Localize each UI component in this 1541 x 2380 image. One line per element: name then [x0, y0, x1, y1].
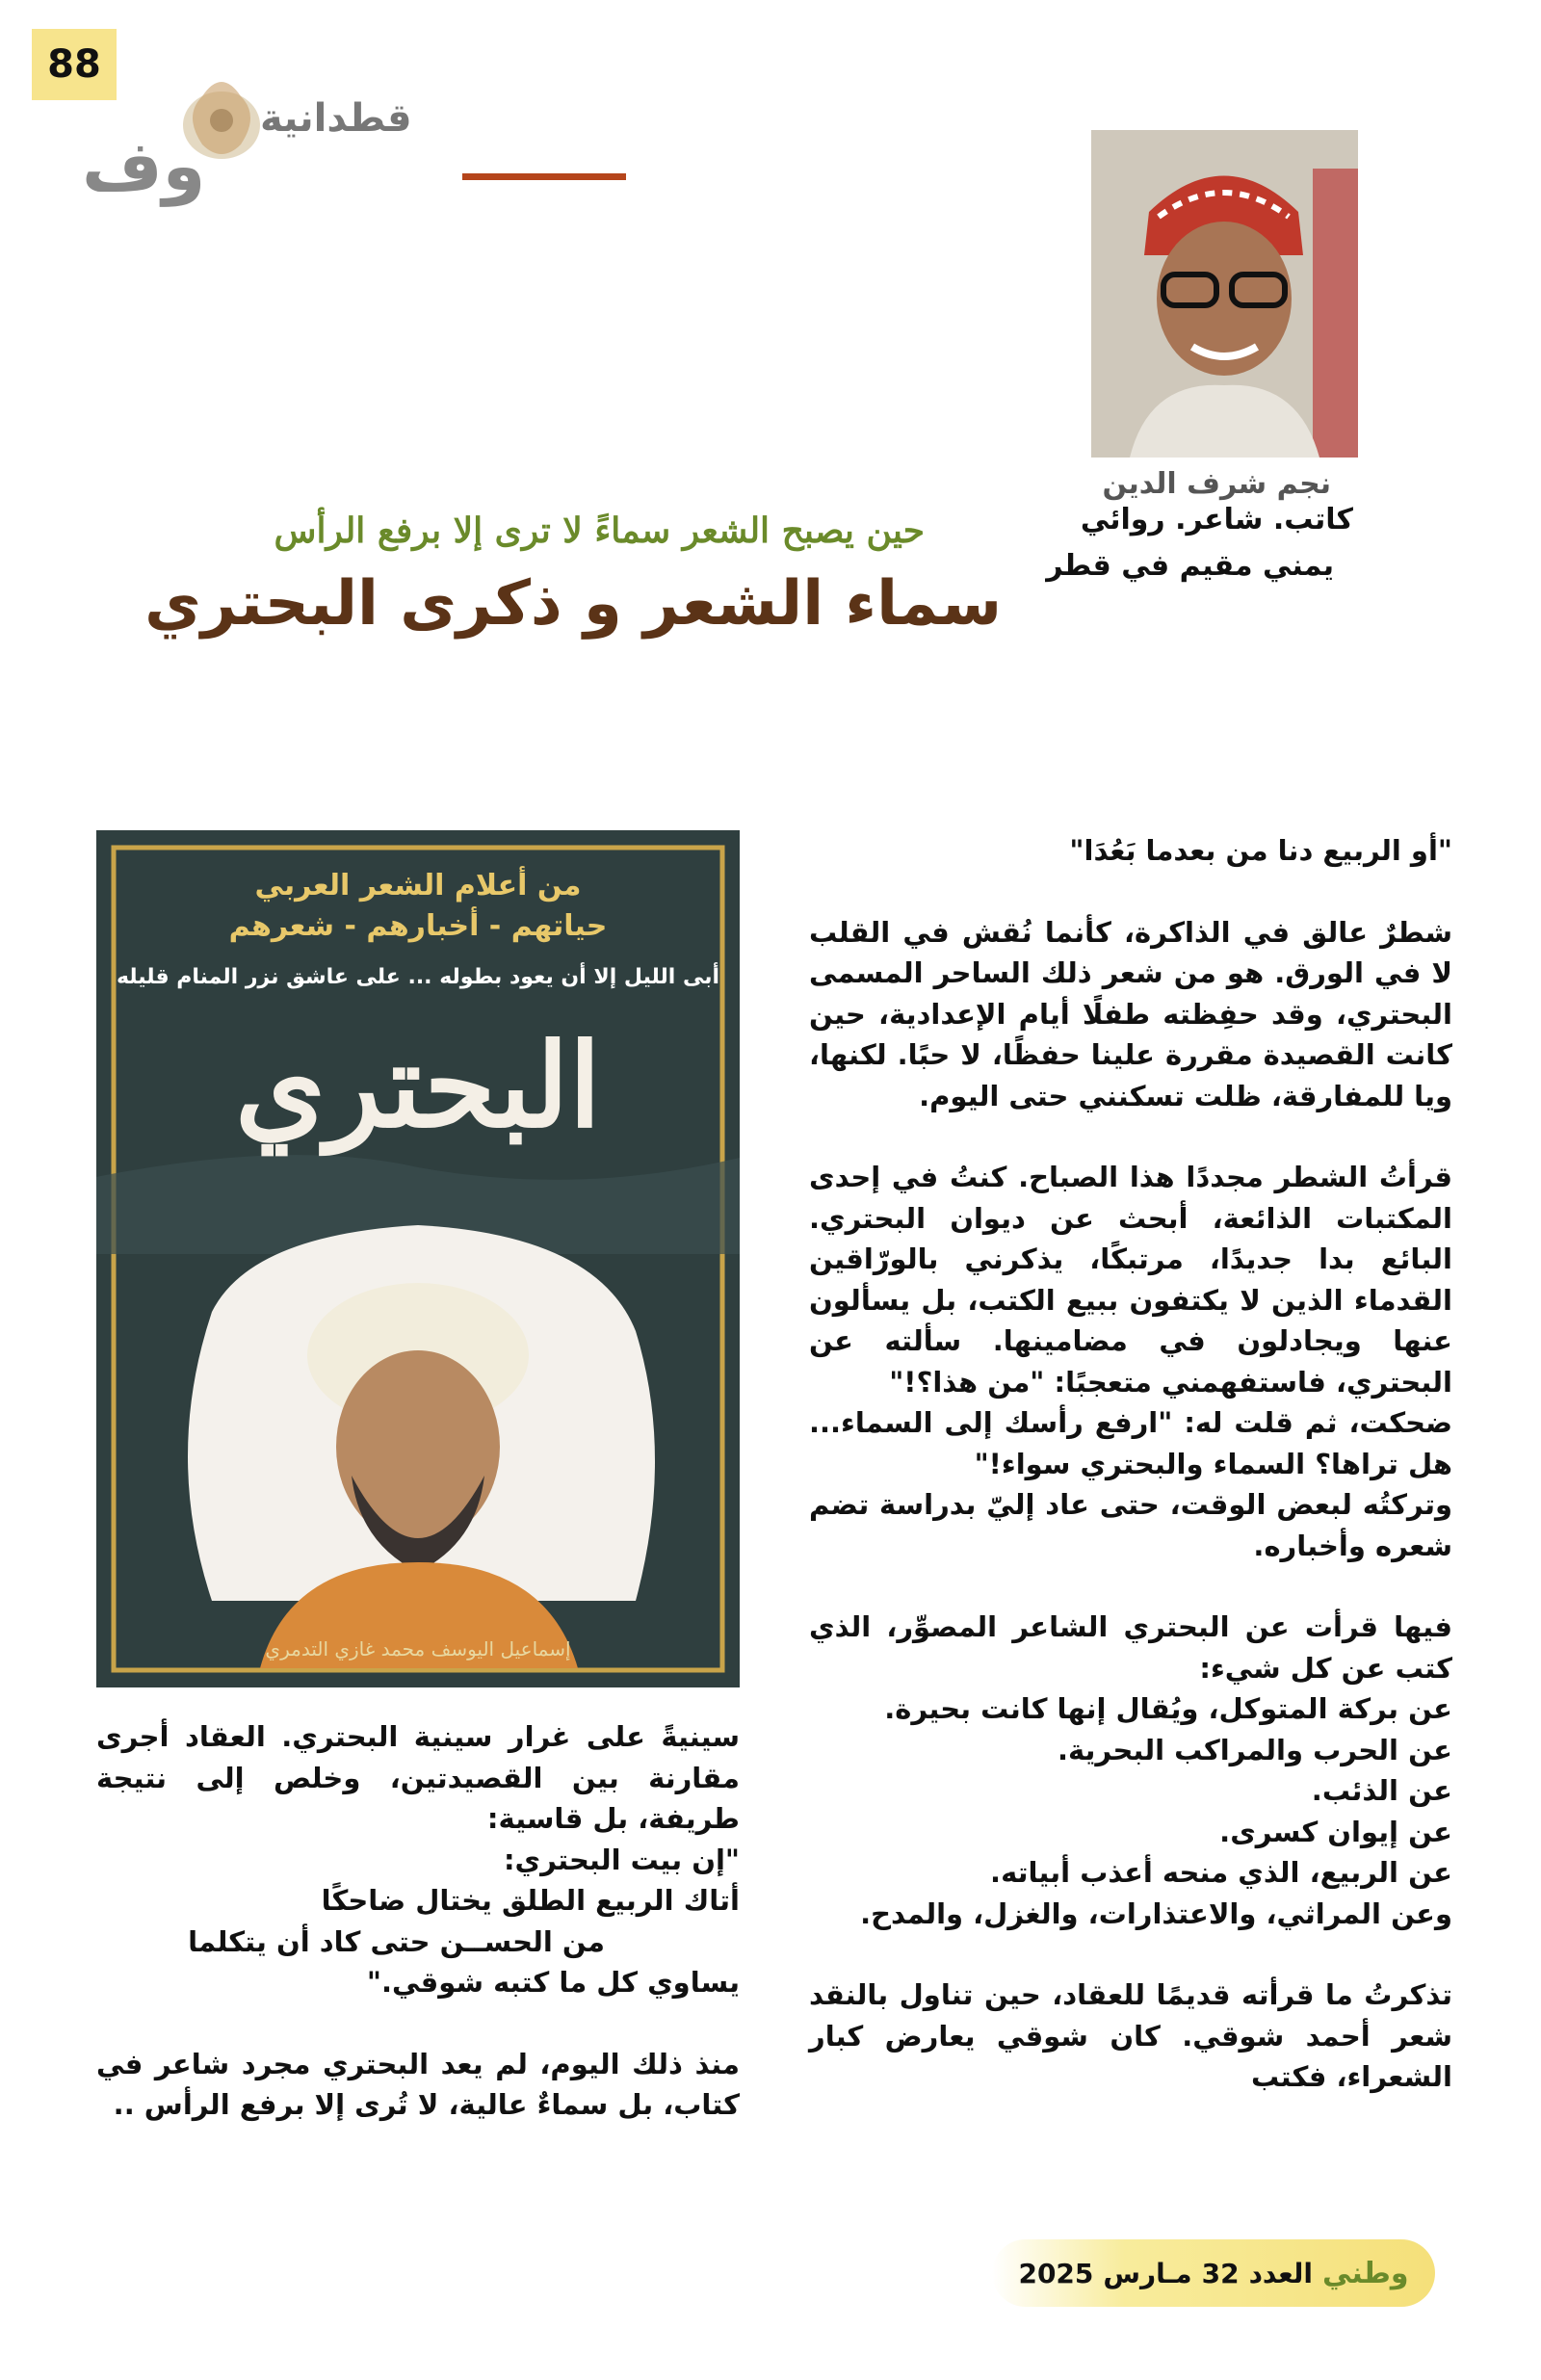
verse-line: من الحســن حتى كاد أن يتكلما [188, 1924, 605, 1958]
paragraph: فيها قرأت عن البحتري الشاعر المصوِّر، الذي كتب عن كل شيء: [809, 1610, 1452, 1685]
author-portrait-icon [1091, 130, 1358, 458]
author-name: نجم شرف الدين [1102, 467, 1331, 501]
author-location: يمني مقيم في قطر [1046, 549, 1334, 583]
magazine-footer [992, 2239, 1435, 2307]
paragraph: ضحكت، ثم قلت له: "ارفع رأسك إلى السماء... هل تراها؟ السماء والبحتري سواء!" [809, 1406, 1452, 1480]
article-body-right-column [809, 830, 1452, 2098]
footer-issue-number: 32 [1201, 2257, 1240, 2289]
footer-month: مـارس [1103, 2257, 1192, 2289]
quote-line: يساوي كل ما كتبه شوقي." [366, 1966, 740, 1999]
author-role: كاتب. شاعر. روائي [1080, 503, 1353, 536]
page-number: 88 [32, 29, 117, 100]
logo-divider [462, 173, 626, 180]
cover-series-line2: حياتهم - أخبارهم - شعرهم [228, 909, 608, 943]
cover-authors: إسماعيل اليوسف محمد غازي التدمري [265, 1637, 571, 1661]
paragraph: عن الربيع، الذي منحه أعذب أبياته. [990, 1856, 1452, 1889]
book-cover-illustration-icon [96, 830, 740, 1687]
quote-line: "إن بيت البحتري: [503, 1843, 740, 1876]
article-title: سماء الشعر و ذكرى البحتري [144, 568, 1002, 640]
paragraph: عن بركة المتوكل، ويُقال إنها كانت بحيرة. [884, 1692, 1452, 1725]
logo-text-small: قطدانية [260, 96, 412, 141]
footer-year: 2025 [1018, 2257, 1094, 2289]
article-body-left-column [96, 1716, 740, 2126]
cover-series-line1: من أعلام الشعر العربي [254, 869, 582, 902]
footer-issue-label: العدد [1248, 2257, 1314, 2289]
paragraph: منذ ذلك اليوم، لم يعد البحتري مجرد شاعر في كتاب، بل سماءٌ عالية، لا تُرى إلا برفع الرأس .. [96, 2047, 740, 2121]
paragraph: وتركتُه لبعض الوقت، حتى عاد إليّ بدراسة تضم شعره وأخباره. [809, 1488, 1452, 1562]
author-photo [1091, 130, 1358, 458]
logo-text-big: وف [82, 125, 206, 206]
paragraph: عن إيوان كسرى. [1219, 1815, 1452, 1848]
paragraph: عن الحرب والمراكب البحرية. [1057, 1733, 1452, 1766]
paragraph: شطرٌ عالق في الذاكرة، كأنما نُقش في القلب لا في الورق. هو من شعر ذلك الساحر المسمى البحتري، وقد حفِظته طفلًا أيام الإعدادية، حين كانت القصيدة مقررة علينا حفظًا، لا حبًا. لكنها، ويا للمفارقة، ظلت تسكنني حتى اليوم. [809, 915, 1452, 1112]
verse-line: أتاك الربيع الطلق يختال ضاحكًا [321, 1884, 740, 1917]
paragraph: تذكرتُ ما قرأته قديمًا للعقاد، حين تناول بالنقد شعر أحمد شوقي. كان شوقي يعارض كبار الشعراء، فكتب [809, 1978, 1452, 2093]
cover-quote: أبى الليل إلا أن يعود بطوله ... على عاشق نزر المنام قليله [116, 965, 720, 989]
footer-brand: وطني [1322, 2256, 1409, 2290]
article-subtitle: حين يصبح الشعر سماءً لا ترى إلا برفع الرأس [274, 510, 925, 551]
paragraph: "أو الربيع دنا من بعدما بَعُدَا" [1069, 834, 1452, 867]
paragraph: وعن المراثي، والاعتذارات، والغزل، والمدح. [860, 1896, 1452, 1930]
paragraph: عن الذئب. [1311, 1774, 1452, 1807]
cover-book-title: البحتري [235, 1018, 601, 1154]
paragraph: قرأتُ الشطر مجددًا هذا الصباح. كنتُ في إحدى المكتبات الذائعة، أبحث عن ديوان البحتري. البائع بدا جديدًا، مرتبكًا، يذكرني بالورّاقين القدماء الذين لا يكتفون ببيع الكتب، بل يسألون عنها ويجادلون في مضامينها. سألته عن البحتري، فاستفهمني متعجبًا: "من هذا؟!" [809, 1161, 1452, 1399]
paragraph: سينيةً على غرار سينية البحتري. العقاد أجرى مقارنة بين القصيدتين، وخلص إلى نتيجة طريفة، بل قاسية: [96, 1720, 740, 1835]
book-cover-image [96, 830, 740, 1687]
